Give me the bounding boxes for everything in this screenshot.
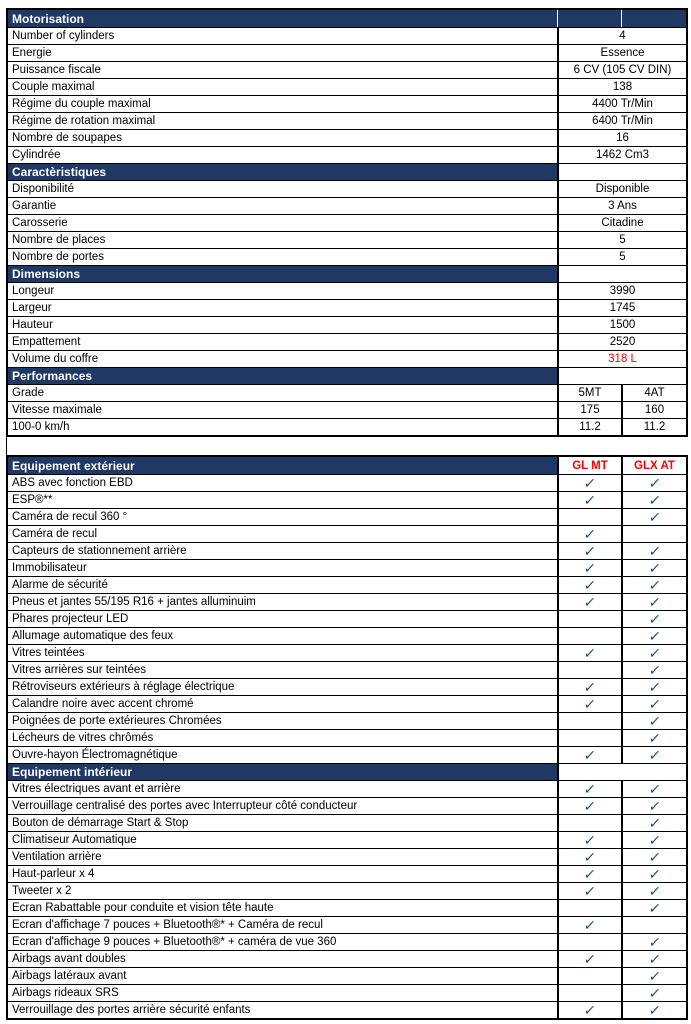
equipment-row (8, 967, 686, 984)
equipment-row (8, 678, 686, 695)
check-cell (621, 730, 686, 746)
check-cell (621, 866, 686, 882)
row-label: Largeur (12, 302, 52, 314)
check-cell (557, 645, 621, 661)
equipment-row (8, 848, 686, 865)
row-label: Nombre de portes (12, 251, 105, 263)
spec-row (8, 333, 686, 350)
header-filler-cell (557, 266, 686, 282)
spec-row (8, 27, 686, 44)
section-header-row (8, 763, 686, 780)
check-icon: ✓ (647, 832, 662, 848)
check-icon: ✓ (583, 594, 597, 610)
check-icon: ✓ (583, 781, 597, 797)
check-icon: ✓ (647, 543, 662, 559)
check-icon: ✓ (583, 883, 597, 899)
trim-column-header: GLX AT (621, 457, 686, 474)
section-title: Motorisation (8, 10, 557, 27)
check-cell (557, 917, 621, 933)
row-value: Disponible (557, 181, 686, 197)
check-icon: ✓ (647, 713, 662, 729)
check-cell (557, 560, 621, 576)
row-label: Carosserie (12, 217, 68, 229)
row-label: Airbags rideaux SRS (12, 987, 119, 999)
row-label: Couple maximal (12, 81, 95, 93)
check-cell (621, 577, 686, 593)
check-cell (557, 951, 621, 967)
check-cell (557, 526, 621, 542)
check-icon: ✓ (647, 815, 662, 831)
check-cell (621, 645, 686, 661)
row-label: Hauteur (12, 319, 53, 331)
equipment-row (8, 729, 686, 746)
row-label: Ecran Rabattable pour conduite et vision tête haute (12, 902, 274, 914)
check-cell (621, 968, 686, 984)
spec-row (8, 401, 686, 418)
row-label: Calandre noire avec accent chromé (12, 698, 194, 710)
section-header-row (8, 457, 686, 474)
check-icon: ✓ (583, 679, 597, 695)
row-label: Disponibilité (12, 183, 75, 195)
equipment-row (8, 542, 686, 559)
row-value: 6 CV (105 CV DIN) (557, 62, 686, 78)
check-cell (621, 917, 686, 933)
header-filler-cell (557, 368, 686, 384)
check-icon: ✓ (583, 492, 597, 508)
section-header-row (8, 163, 686, 180)
check-cell (557, 611, 621, 627)
spec-row (8, 197, 686, 214)
spec-row (8, 282, 686, 299)
check-cell (557, 628, 621, 644)
header-filler-cell (557, 164, 686, 180)
equipment-row (8, 474, 686, 491)
check-cell (557, 594, 621, 610)
equipment-row (8, 916, 686, 933)
check-cell (621, 815, 686, 831)
section-title: Dimensions (8, 266, 557, 282)
row-label: Longeur (12, 285, 55, 297)
check-cell (557, 985, 621, 1001)
equipment-row (8, 1001, 686, 1018)
check-icon: ✓ (647, 492, 662, 508)
spec-row (8, 146, 686, 163)
row-label: Ecran d'affichage 9 pouces + Bluetooth®* + caméra de vue 360 (12, 936, 337, 948)
equipment-row (8, 865, 686, 882)
check-icon: ✓ (583, 645, 597, 661)
check-icon: ✓ (647, 696, 662, 712)
check-icon: ✓ (647, 985, 662, 1001)
check-icon: ✓ (647, 594, 662, 610)
section-title: Equipement intérieur (8, 764, 557, 780)
check-cell (621, 934, 686, 950)
row-label: Nombre de soupapes (12, 132, 122, 144)
check-cell (557, 866, 621, 882)
check-icon: ✓ (647, 628, 662, 644)
equipment-row (8, 933, 686, 950)
row-label: ESP®** (12, 494, 53, 506)
row-value: 4AT (621, 385, 686, 401)
spec-row (8, 316, 686, 333)
check-cell (621, 560, 686, 576)
check-icon: ✓ (647, 798, 662, 814)
spec-table (6, 8, 688, 437)
check-icon: ✓ (647, 560, 662, 576)
section-header-row (8, 367, 686, 384)
row-value: 1500 (557, 317, 686, 333)
equipment-row (8, 797, 686, 814)
row-label: Lécheurs de vitres chrômés (12, 732, 154, 744)
check-icon: ✓ (583, 696, 597, 712)
spec-row (8, 299, 686, 316)
header-filler-cell (557, 764, 686, 780)
equipment-row (8, 712, 686, 729)
check-icon: ✓ (647, 730, 662, 746)
row-label: Phares projecteur LED (12, 613, 129, 625)
check-icon: ✓ (583, 747, 597, 763)
row-label: Climatiseur Automatique (12, 834, 137, 846)
row-label: Régime de rotation maximal (12, 115, 156, 127)
equipment-row (8, 593, 686, 610)
check-icon: ✓ (583, 951, 597, 967)
row-label: Garantie (12, 200, 57, 212)
row-label: 100-0 km/h (12, 421, 70, 433)
equipment-row (8, 831, 686, 848)
equipment-row (8, 661, 686, 678)
check-cell (621, 611, 686, 627)
check-icon: ✓ (583, 543, 597, 559)
spec-row (8, 180, 686, 197)
row-value: 6400 Tr/Min (557, 113, 686, 129)
spec-row (8, 44, 686, 61)
spec-row (8, 214, 686, 231)
check-icon: ✓ (647, 645, 662, 661)
check-icon: ✓ (647, 883, 662, 899)
row-label: Pneus et jantes 55/195 R16 + jantes alluminuim (12, 596, 256, 608)
row-label: Empattement (12, 336, 81, 348)
row-label: Vitres électriques avant et arrière (12, 783, 181, 795)
check-cell (557, 832, 621, 848)
check-cell (621, 526, 686, 542)
check-cell (621, 679, 686, 695)
check-icon: ✓ (647, 611, 662, 627)
row-label: Rétroviseurs extérieurs à réglage électrique (12, 681, 235, 693)
spec-row (8, 61, 686, 78)
header-filler-cell (557, 10, 621, 27)
section-title: Equipement extérieur (8, 457, 557, 474)
check-cell (557, 577, 621, 593)
equipment-row (8, 576, 686, 593)
row-value: 5MT (557, 385, 621, 401)
check-icon: ✓ (583, 526, 597, 542)
row-value: 175 (557, 402, 621, 418)
equipment-row (8, 525, 686, 542)
check-cell (621, 475, 686, 491)
check-cell (621, 492, 686, 508)
equipment-row (8, 559, 686, 576)
spec-row (8, 95, 686, 112)
row-label: Airbags latéraux avant (12, 970, 127, 982)
check-cell (621, 985, 686, 1001)
spec-row (8, 384, 686, 401)
equipment-row (8, 950, 686, 967)
check-cell (621, 951, 686, 967)
check-icon: ✓ (583, 577, 597, 593)
check-icon: ✓ (647, 509, 662, 525)
check-cell (557, 934, 621, 950)
row-value: 1745 (557, 300, 686, 316)
row-value: 4 (557, 28, 686, 44)
check-cell (557, 713, 621, 729)
check-cell (621, 781, 686, 797)
row-value: Citadine (557, 215, 686, 231)
equipment-row (8, 882, 686, 899)
check-icon: ✓ (647, 968, 662, 984)
check-cell (557, 509, 621, 525)
row-label: Nombre de places (12, 234, 106, 246)
spec-row (8, 129, 686, 146)
row-label: Ecran d'affichage 7 pouces + Bluetooth®* + Caméra de recul (12, 919, 323, 931)
check-cell (621, 832, 686, 848)
row-label: Ventilation arrière (12, 851, 102, 863)
check-cell (557, 696, 621, 712)
row-value: 11.2 (621, 419, 686, 435)
equipment-row (8, 695, 686, 712)
check-icon: ✓ (647, 849, 662, 865)
check-icon: ✓ (647, 866, 662, 882)
check-cell (557, 883, 621, 899)
spec-row (8, 350, 686, 367)
equipment-row (8, 780, 686, 797)
section-header-row (8, 10, 686, 27)
check-cell (557, 968, 621, 984)
row-value: 1462 Cm3 (557, 147, 686, 163)
table-border-stub (6, 434, 7, 455)
row-label: Immobilisateur (12, 562, 87, 574)
row-label: Verrouillage centralisé des portes avec Interrupteur côté conducteur (12, 800, 358, 812)
row-value: 5 (557, 249, 686, 265)
spec-row (8, 248, 686, 265)
equipment-row (8, 610, 686, 627)
row-label: Puissance fiscale (12, 64, 101, 76)
check-icon: ✓ (647, 662, 662, 678)
row-value: 318 L (557, 351, 686, 367)
check-cell (621, 883, 686, 899)
equipment-row (8, 984, 686, 1001)
check-cell (557, 849, 621, 865)
row-value: 11.2 (557, 419, 621, 435)
row-value: Essence (557, 45, 686, 61)
row-label: Energie (12, 47, 52, 59)
check-icon: ✓ (583, 798, 597, 814)
row-label: Allumage automatique des feux (12, 630, 174, 642)
check-icon: ✓ (583, 917, 597, 933)
row-label: Ouvre-hayon Électromagnétique (12, 749, 178, 761)
row-label: Vitesse maximale (12, 404, 102, 416)
row-value: 160 (621, 402, 686, 418)
check-cell (621, 900, 686, 916)
check-icon: ✓ (583, 1002, 597, 1018)
row-label: Alarme de sécurité (12, 579, 108, 591)
row-label: Régime du couple maximal (12, 98, 151, 110)
check-cell (621, 849, 686, 865)
row-label: Number of cylinders (12, 30, 115, 42)
check-icon: ✓ (583, 475, 597, 491)
spec-row (8, 112, 686, 129)
check-cell (621, 543, 686, 559)
check-cell (621, 662, 686, 678)
row-label: Caméra de recul (12, 528, 98, 540)
row-label: Cylindrée (12, 149, 61, 161)
row-value: 16 (557, 130, 686, 146)
check-icon: ✓ (647, 951, 662, 967)
equipment-row (8, 814, 686, 831)
row-label: Capteurs de stationnement arrière (12, 545, 187, 557)
row-label: Vitres teintées (12, 647, 85, 659)
section-header-row (8, 265, 686, 282)
check-icon: ✓ (583, 560, 597, 576)
row-label: Tweeter x 2 (12, 885, 72, 897)
check-icon: ✓ (647, 679, 662, 695)
row-value: 3990 (557, 283, 686, 299)
row-label: Haut-parleur x 4 (12, 868, 95, 880)
check-cell (621, 628, 686, 644)
equipment-row (8, 508, 686, 525)
check-cell (557, 543, 621, 559)
check-cell (621, 747, 686, 763)
check-cell (621, 594, 686, 610)
equipment-row (8, 746, 686, 763)
row-label: Verrouillage des portes arrière sécurité enfants (12, 1004, 251, 1016)
check-cell (557, 1002, 621, 1018)
row-value: 3 Ans (557, 198, 686, 214)
check-icon: ✓ (583, 866, 597, 882)
check-cell (557, 798, 621, 814)
check-cell (557, 492, 621, 508)
row-value: 5 (557, 232, 686, 248)
section-title: Caractèristiques (8, 164, 557, 180)
check-cell (621, 713, 686, 729)
check-cell (557, 679, 621, 695)
row-label: Airbags avant doubles (12, 953, 126, 965)
check-icon: ✓ (647, 747, 662, 763)
check-cell (621, 696, 686, 712)
check-icon: ✓ (647, 934, 662, 950)
spec-row (8, 231, 686, 248)
row-label: Vitres arrières sur teintées (12, 664, 147, 676)
check-icon: ✓ (647, 1002, 662, 1018)
header-filler-cell (621, 10, 686, 27)
row-label: ABS avec fonction EBD (12, 477, 133, 489)
check-icon: ✓ (647, 900, 662, 916)
equipment-row (8, 491, 686, 508)
equipment-row (8, 627, 686, 644)
check-cell (557, 900, 621, 916)
section-title: Performances (8, 368, 557, 384)
check-cell (621, 1002, 686, 1018)
row-label: Bouton de démarrage Start & Stop (12, 817, 189, 829)
trim-column-header: GL MT (557, 457, 621, 474)
check-cell (557, 747, 621, 763)
check-cell (621, 798, 686, 814)
check-icon: ✓ (647, 577, 662, 593)
check-icon: ✓ (583, 849, 597, 865)
row-value: 4400 Tr/Min (557, 96, 686, 112)
check-icon: ✓ (647, 475, 662, 491)
check-cell (557, 815, 621, 831)
check-cell (557, 475, 621, 491)
row-label: Caméra de recul 360 ° (12, 511, 128, 523)
check-icon: ✓ (583, 832, 597, 848)
check-cell (557, 781, 621, 797)
check-cell (557, 730, 621, 746)
equipment-row (8, 644, 686, 661)
check-cell (621, 509, 686, 525)
equipment-row (8, 899, 686, 916)
row-value: 2520 (557, 334, 686, 350)
spec-row (8, 78, 686, 95)
check-cell (557, 662, 621, 678)
equipment-table (6, 455, 688, 1020)
row-label: Poignées de porte extérieures Chromées (12, 715, 222, 727)
row-label: Volume du coffre (12, 353, 99, 365)
spec-row (8, 418, 686, 435)
row-value: 138 (557, 79, 686, 95)
row-label: Grade (12, 387, 44, 399)
check-icon: ✓ (647, 781, 662, 797)
